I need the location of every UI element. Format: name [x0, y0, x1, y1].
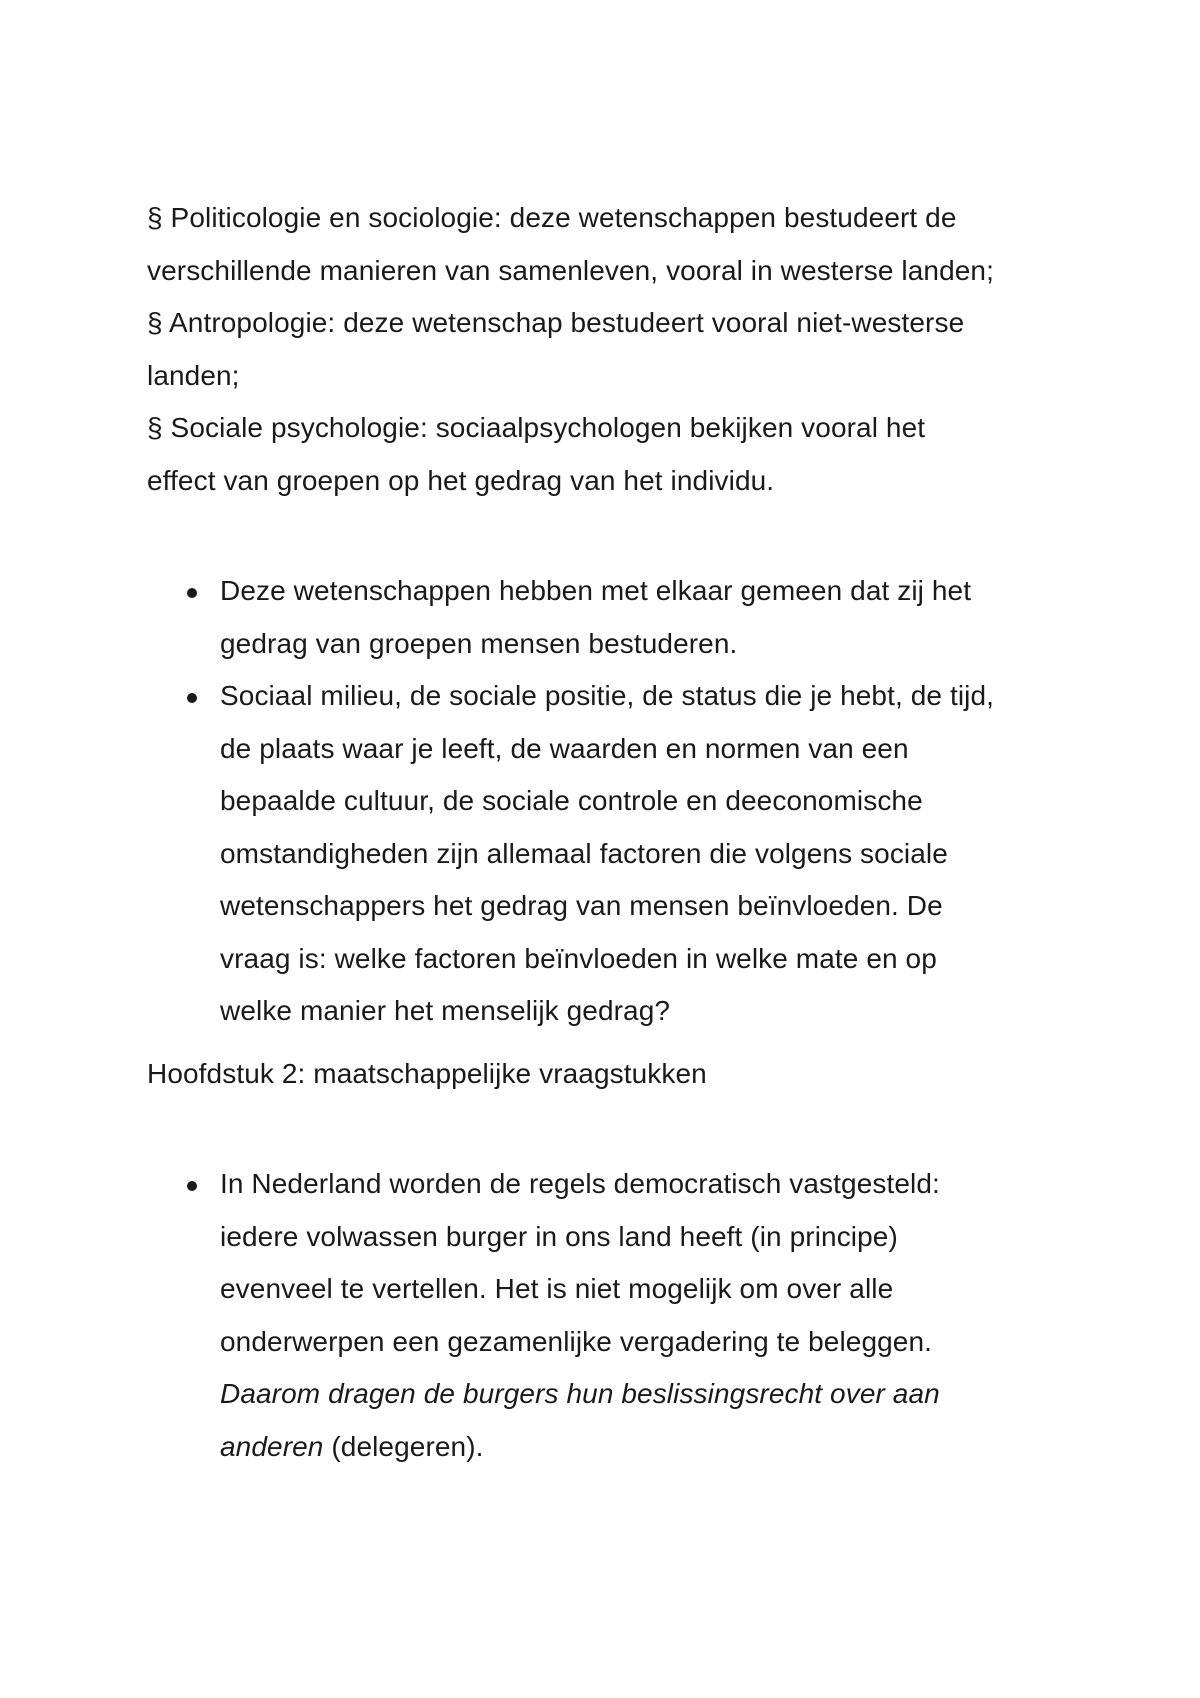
text-line: bepaalde cultuur, de sociale controle en deeconomische [220, 785, 923, 816]
italic-text-line: Daarom dragen de burgers hun beslissingsrecht over aan [220, 1378, 940, 1409]
list-item [147, 670, 1077, 1038]
text-line: landen; [147, 359, 240, 391]
plain-text: (delegeren). [323, 1430, 484, 1462]
text-line: § Sociale psychologie: sociaalpsychologen bekijken vooral het [147, 412, 926, 443]
text-line: onderwerpen een gezamenlijke vergadering te beleggen. [220, 1325, 933, 1357]
intro-paragraph [147, 192, 1077, 507]
bullet-dot-icon [187, 588, 197, 598]
text-line: Sociaal milieu, de sociale positie, de status die je hebt, de tijd, [220, 680, 995, 711]
document-body [147, 192, 1077, 1473]
text-line: wetenschappers het gedrag van mensen beïnvloeden. De [220, 890, 943, 921]
text-line: omstandigheden zijn allemaal factoren die volgens sociale [220, 837, 948, 869]
text-line: Deze wetenschappen hebben met elkaar gemeen dat zij het [220, 575, 972, 606]
text-line: gedrag van groepen mensen bestuderen. [220, 627, 738, 659]
text-line: iedere volwassen burger in ons land heeft (in principe) [220, 1220, 898, 1252]
chapter-heading: Hoofdstuk 2: maatschappelijke vraagstukken [147, 1057, 707, 1089]
paragraph-gap [147, 507, 1077, 565]
text-line: evenveel te vertellen. Het is niet mogelijk om over alle [220, 1273, 894, 1304]
text-line: § Politicologie en sociologie: deze wetenschappen bestudeert de [147, 202, 957, 233]
text-line: welke manier het menselijk gedrag? [220, 995, 671, 1026]
text-line [220, 1421, 1077, 1474]
list-item [147, 1158, 1077, 1473]
bullet-list-1 [147, 565, 1077, 1038]
text-line: de plaats waar je leeft, de waarden en normen van een [220, 732, 909, 764]
bullet-dot-icon [187, 693, 197, 703]
paragraph-gap [147, 1100, 1077, 1158]
bullet-list-2 [147, 1158, 1077, 1473]
text-line: vraag is: welke factoren beïnvloeden in welke mate en op [220, 942, 937, 974]
text-line: In Nederland worden de regels democratisch vastgesteld: [220, 1168, 940, 1199]
text-line: § Antropologie: deze wetenschap bestudeert vooral niet-westerse [147, 307, 965, 338]
list-item [147, 565, 1077, 670]
text-line: verschillende manieren van samenleven, vooral in westerse landen; [147, 254, 994, 286]
italic-text: anderen [220, 1430, 324, 1462]
text-line: effect van groepen op het gedrag van het individu. [147, 464, 775, 496]
bullet-dot-icon [187, 1181, 197, 1191]
